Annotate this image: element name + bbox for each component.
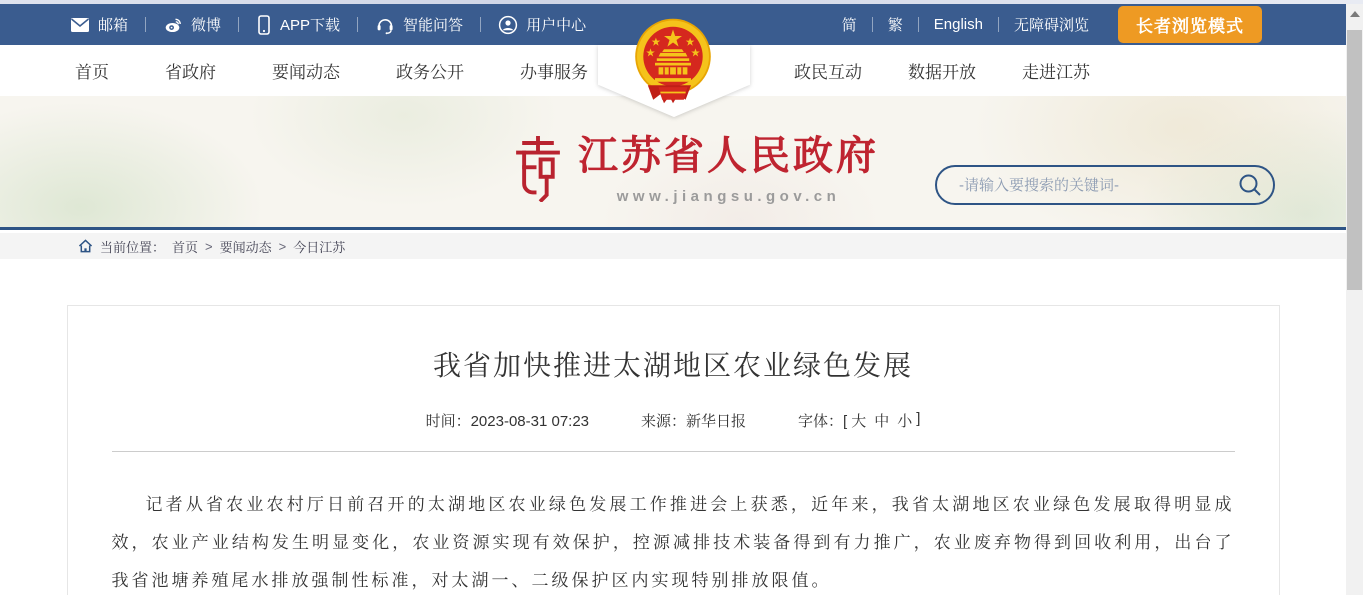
user-center-link[interactable] — [481, 14, 603, 35]
weibo-label: 微博 — [191, 17, 222, 34]
article-meta — [112, 410, 1235, 431]
nav-about-jiangsu[interactable]: 走进江苏 — [1022, 63, 1090, 82]
site-url: www.jiangsu.gov.cn — [616, 188, 841, 205]
accessibility-link[interactable]: 无障碍浏览 — [1013, 17, 1089, 34]
jiangsu-seal-icon — [512, 136, 564, 202]
search-button[interactable] — [1227, 167, 1273, 203]
article-body: 记者从省农业农村厅日前召开的太湖地区农业绿色发展工作推进会上获悉，近年来，我省太湖地区农业绿色发展取得明显成效，农业产业结构发生明显变化，农业资源实现有效保护，控源减排技术装备得到有力推广，农业废弃物得到回收利用，出台了我省池塘养殖尾水排放强制性标准，对太湖一、二级保护区内实现特别排放限值。 — [111, 495, 1235, 590]
breadcrumb-news[interactable]: 要闻动态 — [219, 239, 272, 255]
china-national-emblem — [628, 15, 718, 107]
article-time: 时间：2023-08-31 07:23 — [425, 413, 590, 430]
site-name: 江苏省人民政府 — [578, 133, 879, 178]
article-source: 来源：新华日报 — [641, 413, 747, 430]
weibo-icon — [163, 15, 183, 35]
nav-services[interactable]: 办事服务 — [520, 63, 588, 82]
smart-qa-label: 智能问答 — [403, 17, 464, 34]
nav-right-group — [794, 58, 1090, 83]
breadcrumb-label: 当前位置： — [100, 239, 166, 255]
mailbox-link[interactable] — [70, 14, 145, 35]
mailbox-label: 邮箱 — [98, 17, 129, 34]
nav-news[interactable]: 要闻动态 — [272, 63, 340, 82]
lang-traditional[interactable]: 繁 — [887, 17, 903, 34]
headset-icon — [375, 15, 395, 35]
font-size-large[interactable]: 大 — [851, 413, 867, 430]
content-area — [0, 259, 1346, 595]
site-brand[interactable] — [578, 124, 879, 205]
article-title: 我省加快推进太湖地区农业绿色发展 — [432, 350, 913, 381]
breadcrumb — [0, 233, 1346, 259]
search-input[interactable] — [937, 177, 1227, 194]
smart-qa-link[interactable] — [358, 14, 480, 35]
search-box — [935, 165, 1275, 205]
weibo-link[interactable] — [146, 14, 238, 35]
nav-interaction[interactable]: 政民互动 — [794, 63, 862, 82]
breadcrumb-home[interactable]: 首页 — [172, 239, 199, 255]
topbar-right-group — [827, 4, 1262, 45]
font-size-medium[interactable]: 中 — [874, 413, 890, 430]
font-size-control — [798, 410, 920, 431]
lang-simplified[interactable]: 简 — [841, 17, 857, 34]
elder-mode-button[interactable]: 长者浏览模式 — [1118, 6, 1262, 43]
nav-gov-affairs[interactable]: 政务公开 — [396, 63, 464, 82]
nav-open-data[interactable]: 数据开放 — [908, 63, 976, 82]
divider — [112, 451, 1235, 452]
scrollbar-up-arrow-icon — [1350, 11, 1360, 17]
topbar-left-group — [70, 4, 603, 45]
breadcrumb-today-jiangsu[interactable]: 今日江苏 — [293, 239, 346, 255]
nav-home[interactable]: 首页 — [75, 63, 109, 82]
scrollbar-thumb[interactable] — [1347, 30, 1362, 290]
breadcrumb-separator: > — [278, 238, 287, 254]
scrollbar-up-button[interactable] — [1346, 4, 1363, 24]
scrollbar[interactable] — [1346, 4, 1363, 595]
user-icon — [498, 15, 518, 35]
magnifier-icon — [1237, 172, 1263, 198]
article-panel — [67, 305, 1280, 595]
lang-english[interactable]: English — [933, 16, 983, 33]
mail-icon — [70, 17, 90, 33]
nav-left-group — [75, 58, 588, 83]
breadcrumb-separator: > — [205, 238, 213, 254]
phone-icon — [256, 15, 272, 35]
app-download-link[interactable] — [239, 14, 357, 35]
home-icon — [78, 239, 93, 253]
browser-edge — [0, 0, 1363, 4]
nav-provincial-gov[interactable]: 省政府 — [165, 63, 216, 82]
font-size-prefix: 字体：[ — [798, 413, 848, 430]
user-center-label: 用户中心 — [526, 17, 587, 34]
font-size-suffix: ] — [916, 410, 921, 427]
font-size-small[interactable]: 小 — [897, 413, 913, 430]
app-download-label: APP下载 — [280, 17, 341, 34]
